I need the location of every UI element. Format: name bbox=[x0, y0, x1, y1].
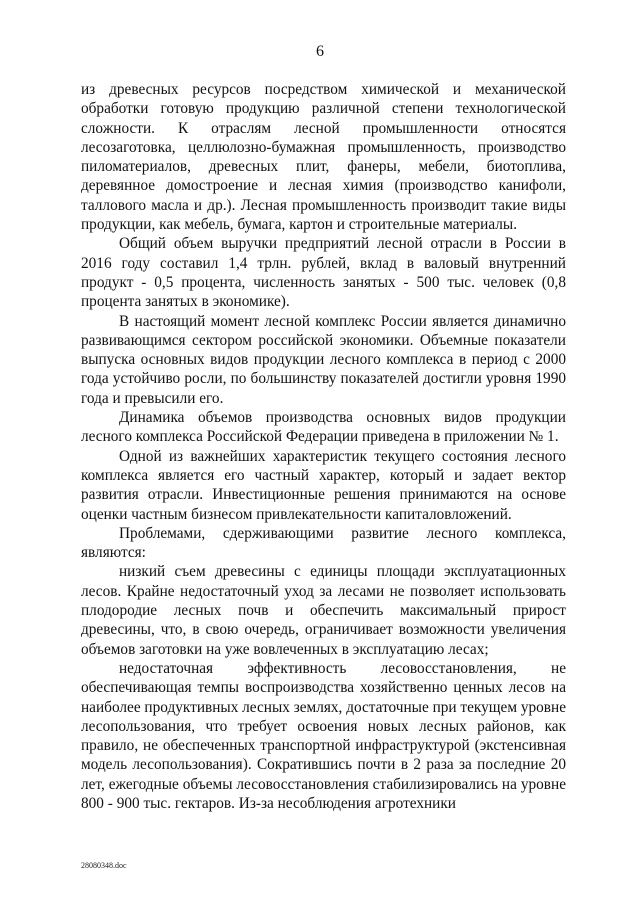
paragraph-problem-reforestation: недостаточная эффективность лесовосстановления, не обеспечивающая темпы воспроизводства хозяйственно ценных лесов на наиболее продуктивных лесных землях, достаточные при текущем уровне лесопользования, что требует освоения новых лесных районов, как правило, не обеспеченных транспортной инфраструктурой (экстенсивная модель лесопользования). Сократившись почти в 2 раза за последние 20 лет, ежегодные объемы лесовосстановления стабилизировались на уровне 800 - 900 тыс. гектаров. Из-за несоблюдения агротехники bbox=[81, 659, 566, 812]
document-body bbox=[81, 80, 566, 813]
paragraph-production-dynamics: Динамика объемов производства основных видов продукции лесного комплекса Российской Федерации приведена в приложении № 1. bbox=[81, 409, 566, 446]
document-file-reference: 28080348.doc bbox=[81, 861, 127, 870]
paragraph-private-character: Одной из важнейших характеристик текущего состояния лесного комплекса является его частный характер, который и задает вектор развития отрасли. Инвестиционные решения принимаются на основе оценки частным бизнесом привлекательности капиталовложений. bbox=[81, 447, 566, 523]
paragraph-forest-industry-description: из древесных ресурсов посредством химической и механической обработки готовую продукцию различной степени технологической сложности. К отраслям лесной промышленности относятся лесозаготовка, целлюлозно-бумажная промышленность, производство пиломатериалов, древесных плит, фанеры, мебели, биотоплива, деревянное домостроение и лесная химия (производство канифоли, таллового масла и др.). Лесная промышленность производит такие виды продукции, как мебель, бумага, картон и строительные материалы. bbox=[81, 81, 566, 234]
page-number: 6 bbox=[316, 43, 324, 60]
paragraph-sector-growth: В настоящий момент лесной комплекс России является динамично развивающимся сектором российской экономики. Объемные показатели выпуска основных видов продукции лесного комплекса в период с 2000 года устойчиво росли, по большинству показателей достигли уровня 1990 года и превысили его. bbox=[81, 312, 566, 407]
paragraph-problems-intro: Проблемами, сдерживающими развитие лесного комплекса, являются: bbox=[81, 524, 566, 562]
paragraph-problem-low-yield: низкий съем древесины с единицы площади эксплуатационных лесов. Крайне недостаточный уход за лесами не позволяет использовать плодородие лесных почв и обеспечить максимальный прирост древесины, что, в свою очередь, ограничивает возможности увеличения объемов заготовки на уже вовлеченных в эксплуатацию лесах; bbox=[81, 563, 566, 658]
paragraph-revenue-2016: Общий объем выручки предприятий лесной отрасли в России в 2016 году составил 1,4 трлн. рублей, вклад в валовый внутренний продукт - 0,5 процента, численность занятых - 500 тыс. человек (0,8 процента занятых в экономике). bbox=[81, 235, 566, 311]
